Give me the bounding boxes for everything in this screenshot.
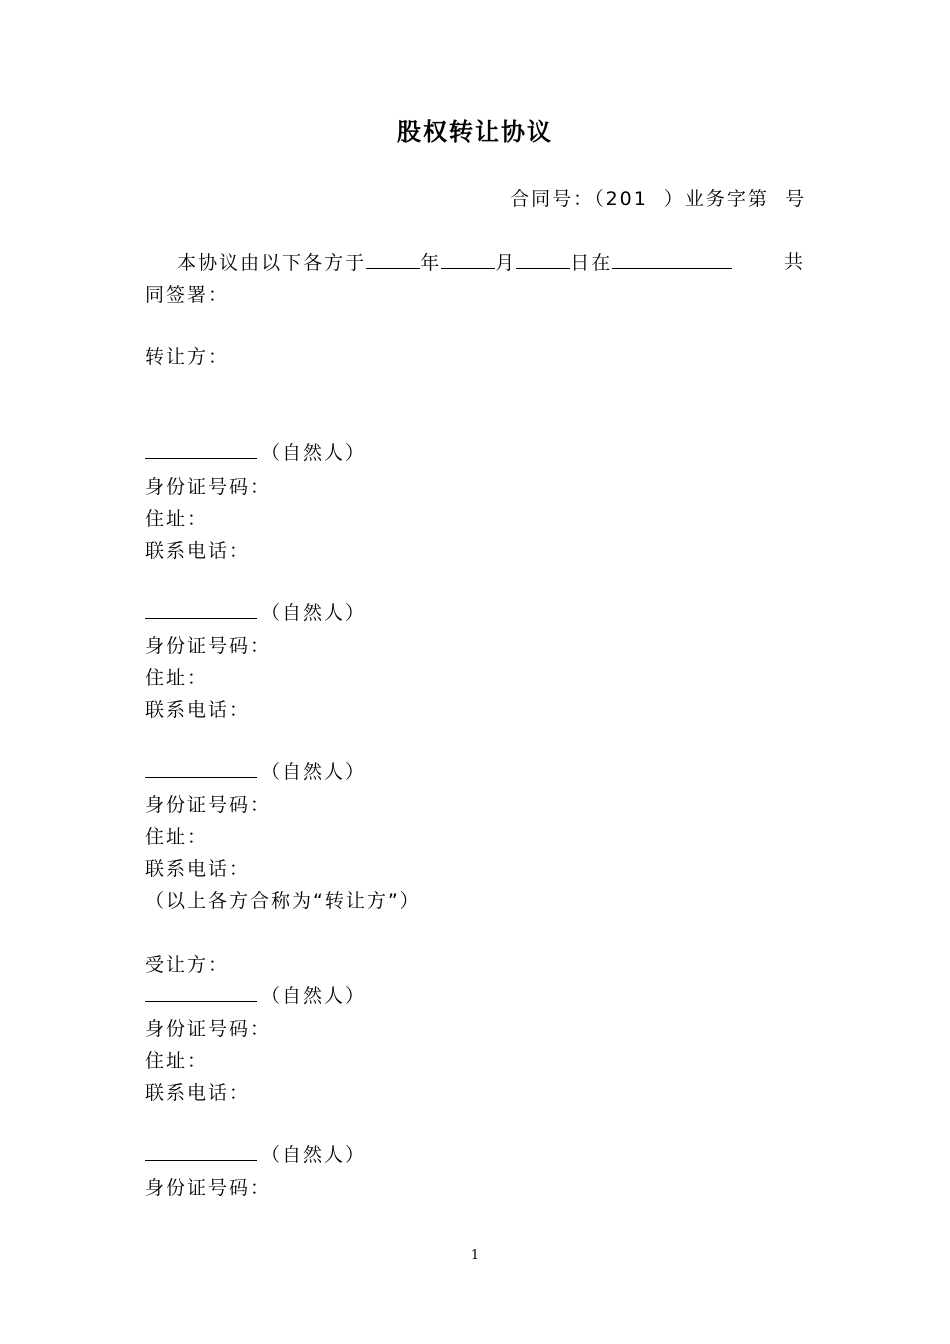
name-blank — [145, 598, 257, 619]
day-label: 日在 — [570, 252, 613, 274]
id-number-label: 身份证号码： — [145, 1177, 272, 1199]
intro-text-1: 本协议由以下各方于 — [177, 252, 367, 274]
place-blank — [612, 246, 732, 269]
party-name-line — [145, 1140, 366, 1167]
id-number-label: 身份证号码： — [145, 476, 272, 498]
phone-label: 联系电话： — [145, 540, 251, 562]
month-blank — [441, 246, 495, 269]
page-number: 1 — [470, 1248, 480, 1263]
name-blank — [145, 757, 257, 778]
address-label: 住址： — [145, 826, 209, 848]
intro-paragraph — [145, 246, 805, 311]
party-name-line — [145, 438, 366, 465]
phone-label: 联系电话： — [145, 858, 251, 880]
year-blank — [366, 246, 420, 269]
name-blank — [145, 438, 257, 459]
intro-text-2: 共 — [783, 251, 805, 273]
transferee-label: 受让方： — [145, 954, 230, 976]
phone-label: 联系电话： — [145, 1082, 251, 1104]
id-number-label: 身份证号码： — [145, 1018, 272, 1040]
address-label: 住址： — [145, 667, 209, 689]
address-label: 住址： — [145, 508, 209, 530]
id-number-label: 身份证号码： — [145, 794, 272, 816]
transferor-collective-note: （以上各方合称为“转让方”） — [145, 890, 421, 912]
day-blank — [516, 246, 570, 269]
year-label: 年 — [420, 252, 442, 274]
document-title: 股权转让协议 — [397, 118, 553, 146]
natural-person-label: （自然人） — [261, 1144, 367, 1166]
month-label: 月 — [495, 252, 517, 274]
name-blank — [145, 1140, 257, 1161]
natural-person-label: （自然人） — [261, 761, 367, 783]
id-number-label: 身份证号码： — [145, 635, 272, 657]
natural-person-label: （自然人） — [261, 602, 367, 624]
intro-text-3: 同签署： — [145, 284, 230, 306]
party-name-line — [145, 757, 366, 784]
transferor-label: 转让方： — [145, 346, 230, 368]
phone-label: 联系电话： — [145, 699, 251, 721]
natural-person-label: （自然人） — [261, 985, 367, 1007]
name-blank — [145, 981, 257, 1002]
natural-person-label: （自然人） — [261, 442, 367, 464]
address-label: 住址： — [145, 1050, 209, 1072]
party-name-line — [145, 598, 366, 625]
party-name-line — [145, 981, 366, 1008]
contract-number: 合同号：（201 ）业务字第 号 — [510, 188, 806, 210]
